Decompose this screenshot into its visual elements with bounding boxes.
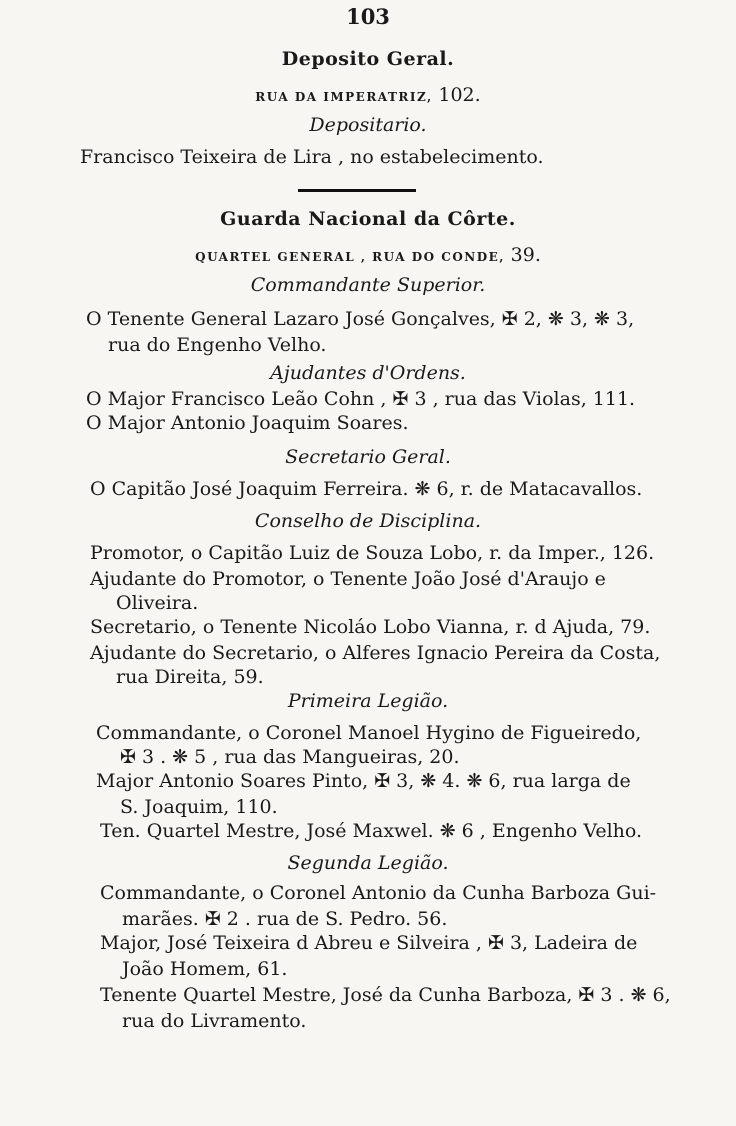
entry-line: O Major Francisco Leão Cohn , ✠ 3 , rua das Violas, 111. bbox=[86, 388, 636, 410]
section-divider bbox=[298, 189, 416, 192]
deposito-entry: Francisco Teixeira de Lira , no estabelecimento. bbox=[80, 146, 544, 168]
entry-line: João Homem, 61. bbox=[122, 958, 288, 980]
heading-ajudantes: Ajudantes d'Ordens. bbox=[270, 362, 466, 384]
heading-conselho: Conselho de Disciplina. bbox=[254, 510, 482, 532]
entry-line: Ajudante do Promotor, o Tenente João José d'Araujo e bbox=[90, 568, 606, 590]
deposito-address bbox=[0, 84, 736, 106]
entry-line: Commandante, o Coronel Antonio da Cunha Barboza Gui- bbox=[100, 882, 657, 904]
entry-line: Ajudante do Secretario, o Alferes Ignacio Pereira da Costa, bbox=[90, 642, 661, 664]
entry-line: Ten. Quartel Mestre, José Maxwel. ❋ 6 , Engenho Velho. bbox=[100, 820, 643, 842]
heading-secretario: Secretario Geral. bbox=[285, 446, 451, 468]
entry-line: O Capitão José Joaquim Ferreira. ❋ 6, r. de Matacavallos. bbox=[90, 478, 643, 500]
deposito-role-heading: Depositario. bbox=[309, 114, 427, 136]
entry-line: Secretario, o Tenente Nicoláo Lobo Vianna, r. d Ajuda, 79. bbox=[90, 616, 651, 638]
entry-line: Commandante, o Coronel Manoel Hygino de Figueiredo, bbox=[96, 722, 642, 744]
entry-line: Major, José Teixeira d Abreu e Silveira , ✠ 3, Ladeira de bbox=[100, 932, 638, 954]
entry-line: Promotor, o Capitão Luiz de Souza Lobo, r. da Imper., 126. bbox=[90, 542, 655, 564]
entry-line: rua Direita, 59. bbox=[116, 666, 264, 688]
section-title-deposito: Deposito Geral. bbox=[281, 48, 455, 70]
page-number: 103 bbox=[346, 4, 390, 29]
entry-line: O Major Antonio Joaquim Soares. bbox=[86, 412, 409, 434]
entry-line: Major Antonio Soares Pinto, ✠ 3, ❋ 4. ❋ 6, rua larga de bbox=[96, 770, 631, 792]
entry-line: ✠ 3 . ❋ 5 , rua das Mangueiras, 20. bbox=[120, 746, 460, 768]
section-title-guarda: Guarda Nacional da Côrte. bbox=[220, 208, 516, 230]
guarda-address-street: QUARTEL GENERAL , RUA DO CONDE, bbox=[195, 250, 505, 264]
entry-line: rua do Livramento. bbox=[122, 1010, 307, 1032]
entry-line: Tenente Quartel Mestre, José da Cunha Barboza, ✠ 3 . ❋ 6, bbox=[100, 984, 671, 1006]
deposito-address-street: RUA DA IMPERATRIZ, bbox=[255, 90, 433, 104]
guarda-address bbox=[0, 244, 736, 266]
guarda-address-number: 39. bbox=[510, 244, 541, 266]
entry-line: O Tenente General Lazaro José Gonçalves, ✠ 2, ❋ 3, ❋ 3, bbox=[86, 308, 635, 330]
entry-line: rua do Engenho Velho. bbox=[108, 334, 327, 356]
entry-line: marães. ✠ 2 . rua de S. Pedro. 56. bbox=[122, 908, 448, 930]
heading-primeira-legiao: Primeira Legião. bbox=[287, 690, 449, 712]
heading-commandante-superior: Commandante Superior. bbox=[250, 274, 486, 296]
entry-line: S. Joaquim, 110. bbox=[120, 796, 278, 818]
entry-line: Oliveira. bbox=[116, 592, 199, 614]
heading-segunda-legiao: Segunda Legião. bbox=[287, 852, 449, 874]
deposito-address-number: 102. bbox=[438, 84, 481, 106]
